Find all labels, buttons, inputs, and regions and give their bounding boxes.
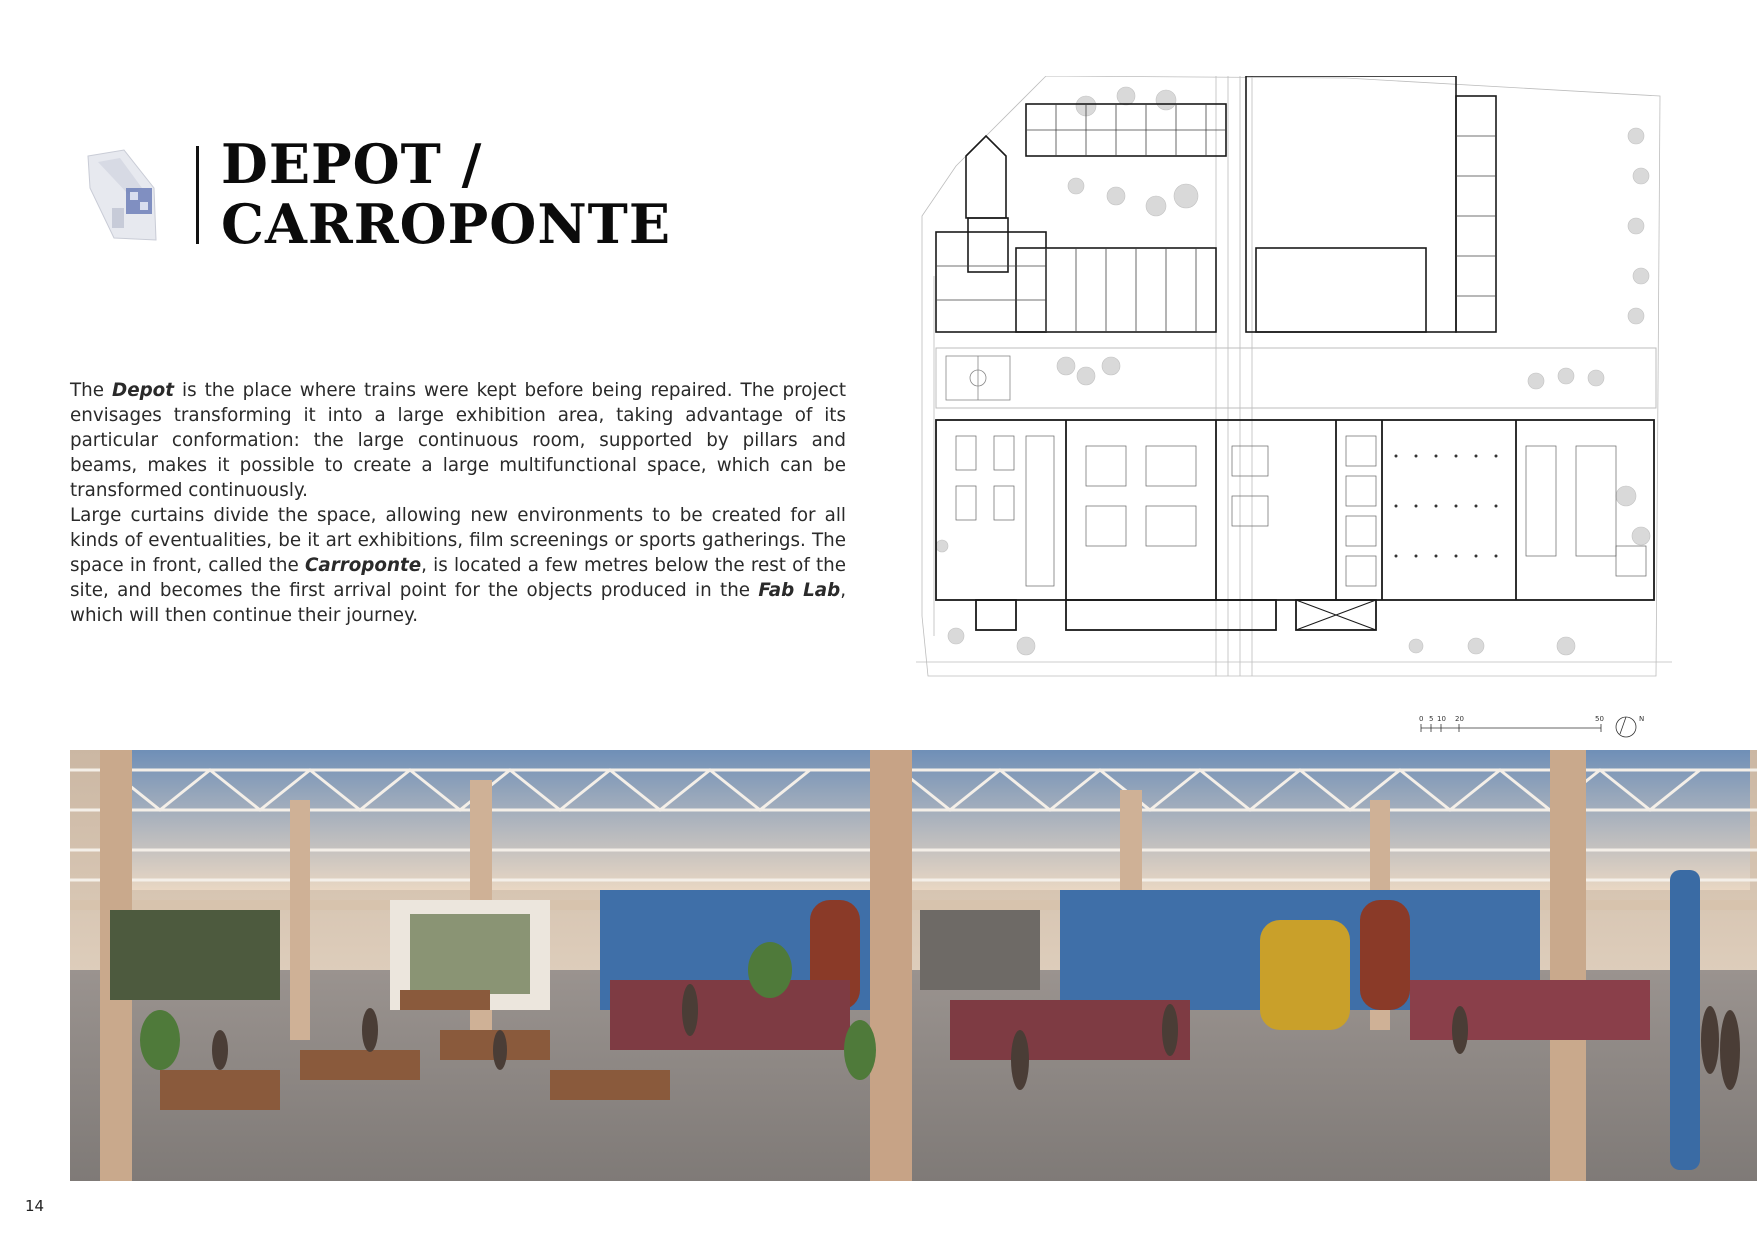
- scale-tick-5: 5: [1429, 715, 1434, 723]
- title-divider: [196, 146, 199, 244]
- north-arrow-icon: [1616, 717, 1636, 737]
- scale-bar: [1415, 708, 1655, 738]
- floor-plan-drawing: [916, 76, 1672, 696]
- site-keyplan-icon: [84, 148, 176, 244]
- scale-tick-0: 0: [1419, 715, 1424, 723]
- scale-tick-10: 10: [1437, 715, 1446, 723]
- page-number: 14: [25, 1197, 45, 1215]
- term-carroponte: Carroponte: [304, 555, 422, 576]
- page-title: [221, 134, 671, 254]
- scale-tick-50: 50: [1595, 715, 1604, 723]
- title-line-2: CARROPONTE: [221, 192, 672, 256]
- interior-render-image: [70, 750, 1757, 1181]
- north-label: N: [1639, 715, 1645, 723]
- scale-tick-20: 20: [1455, 715, 1464, 723]
- body-text: [70, 378, 846, 628]
- title-line-1: DEPOT /: [221, 132, 483, 196]
- term-fab-lab: Fab Lab: [758, 580, 841, 601]
- paragraph-1: The Depot is the place where trains were kept before being repaired. The project envisages transforming it into a large exhibition area, taking advantage of its particular conformation: the large continuous room, supported by pillars and beams, makes it possible to create a large multifunctional space, which can be transformed continuously.: [70, 380, 846, 501]
- paragraph-2: Large curtains divide the space, allowing new environments to be created for all kinds of eventualities, be it art exhibitions, film screenings or sports gatherings. The space in front, called the Carroponte, is located a few metres below the rest of the site, and becomes the first arrival point for the objects produced in the Fab Lab, which will then continue their journey.: [70, 505, 846, 626]
- term-depot: Depot: [112, 380, 174, 401]
